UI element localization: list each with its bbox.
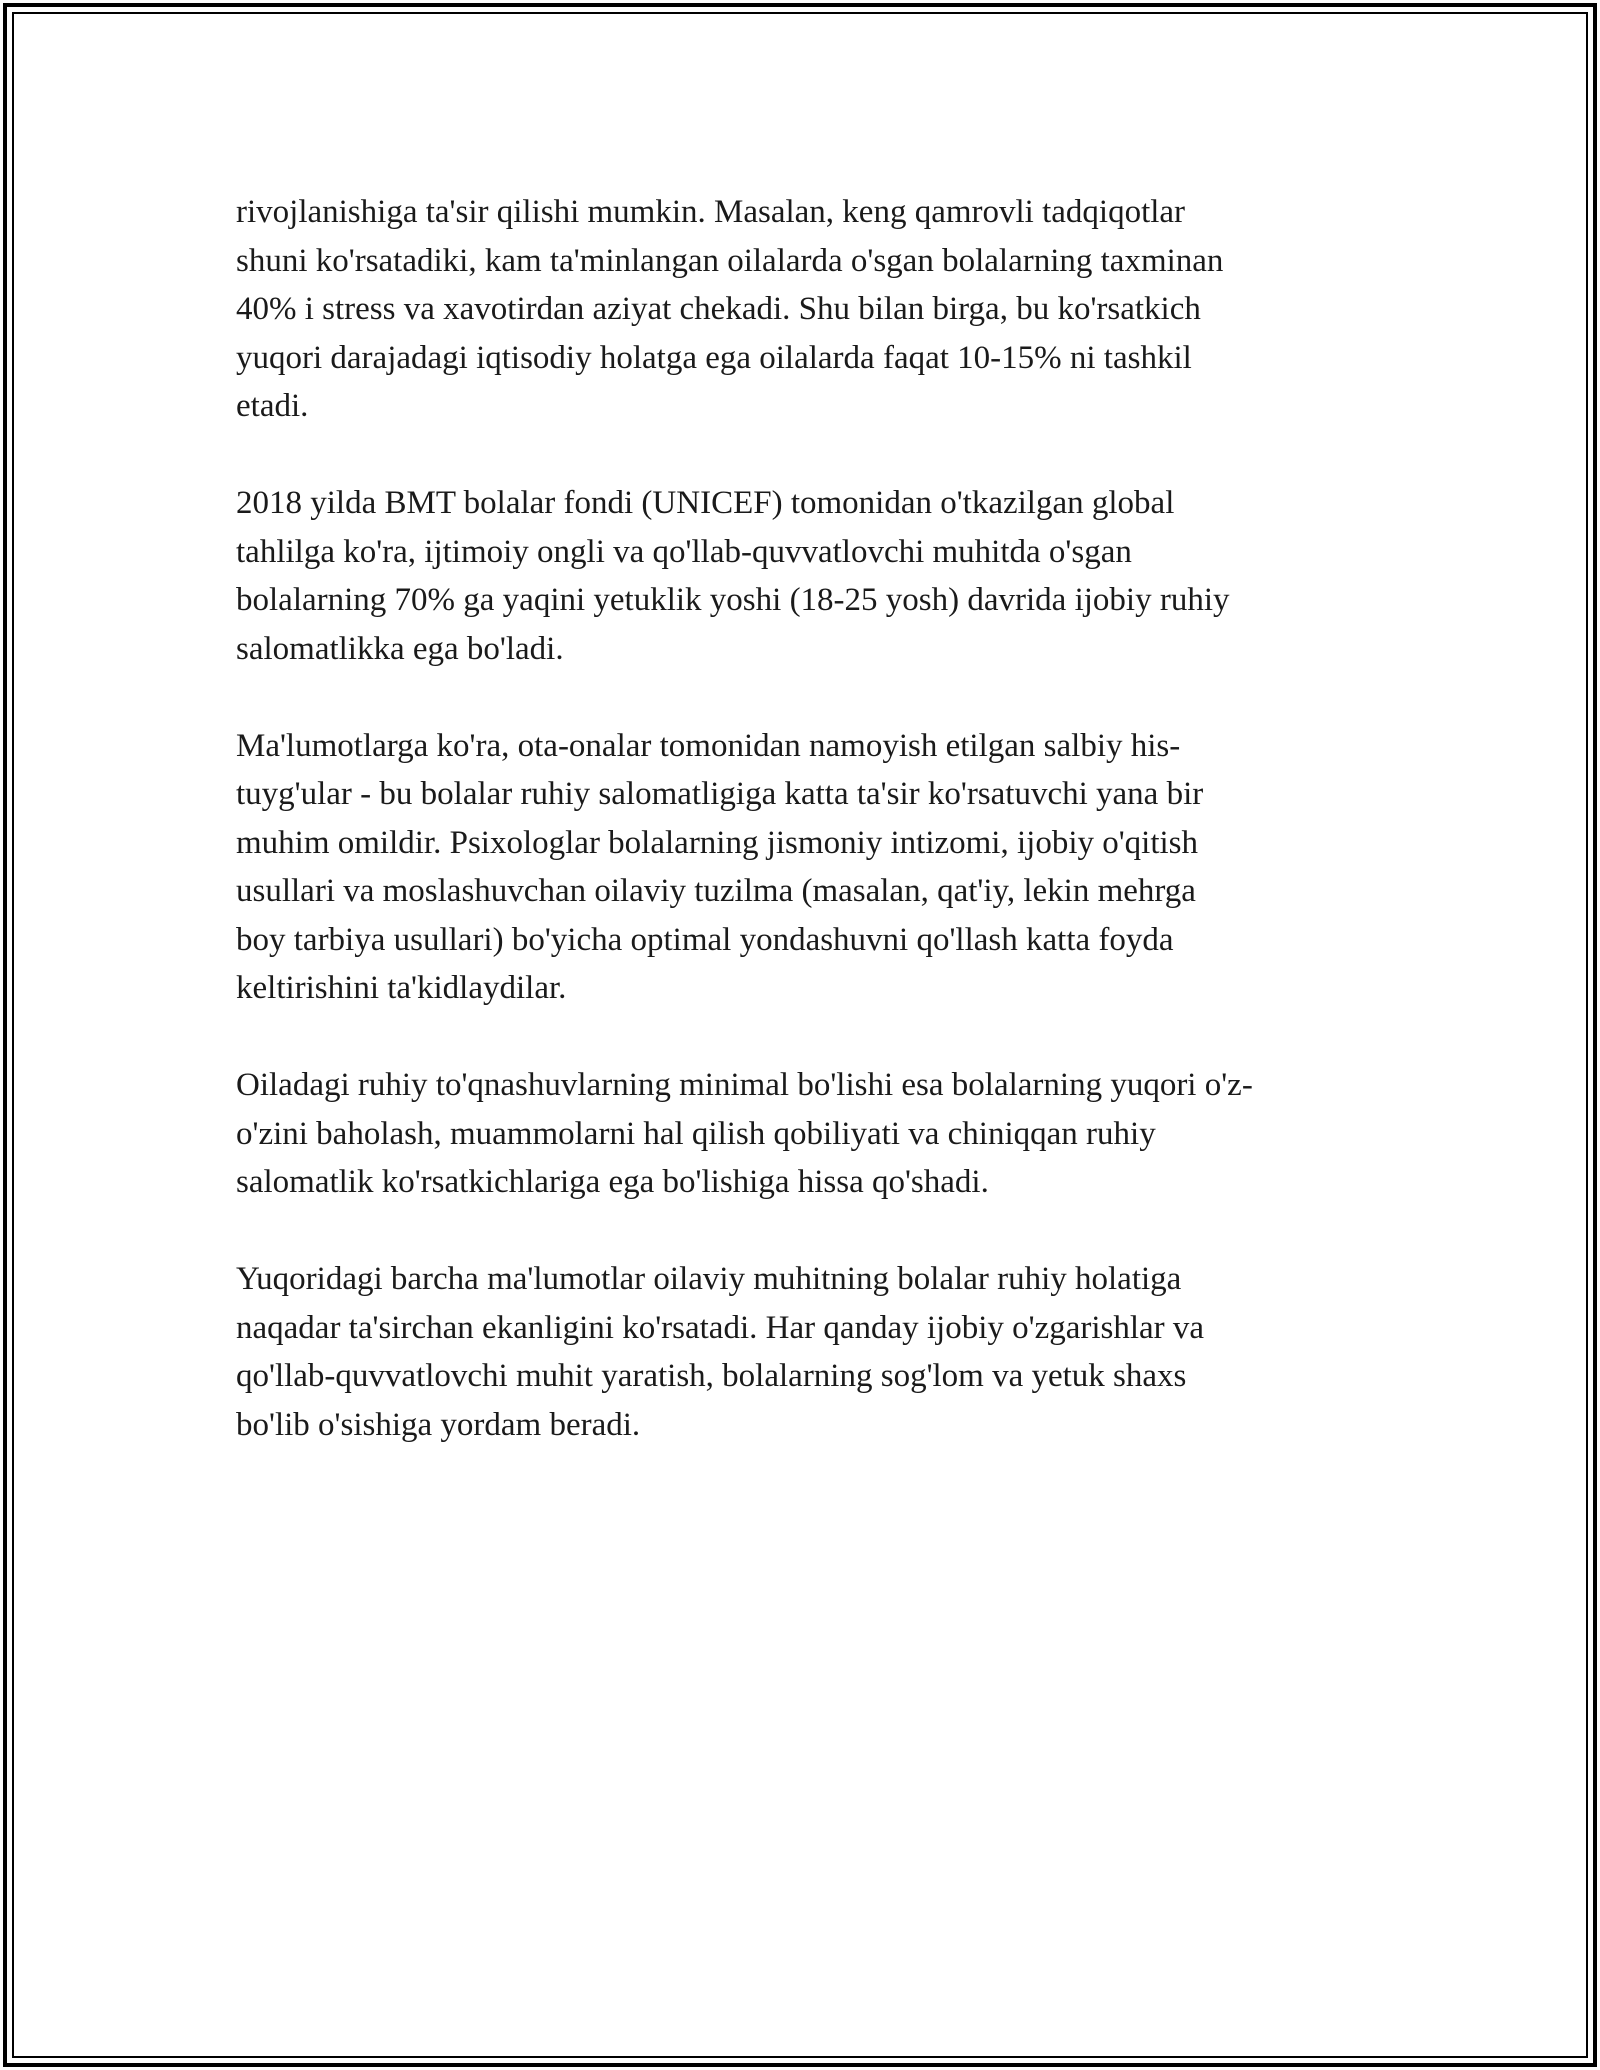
text-line: yuqori darajadagi iqtisodiy holatga ega oilalarda faqat 10-15% ni tashkil: [236, 339, 1192, 376]
text-line: tahlilga ko'ra, ijtimoiy ongli va qo'llab-quvvatlovchi muhitda o'sgan: [236, 533, 1132, 570]
text-line: naqadar ta'sirchan ekanligini ko'rsatadi. Har qanday ijobiy o'zgarishlar va: [236, 1309, 1205, 1346]
text-line: shuni ko'rsatadiki, kam ta'minlangan oilalarda o'sgan bolalarning taxminan: [236, 242, 1224, 279]
text-line: rivojlanishiga ta'sir qilishi mumkin. Masalan, keng qamrovli tadqiqotlar: [236, 194, 1186, 230]
text-line: bolalarning 70% ga yaqini yetuklik yoshi (18-25 yosh) davrida ijobiy ruhiy: [236, 582, 1230, 618]
text-line: o'zini baholash, muammolarni hal qilish qobiliyati va chiniqqan ruhiy: [236, 1115, 1156, 1152]
text-line: keltirishini ta'kidlaydilar.: [236, 970, 567, 1006]
paragraph-3: [236, 722, 1386, 1013]
paragraph-2: [236, 479, 1386, 673]
text-line: Oiladagi ruhiy to'qnashuvlarning minimal bo'lishi esa bolalarning yuqori o'z-: [236, 1067, 1253, 1103]
text-line: 40% i stress va xavotirdan aziyat chekadi. Shu bilan birga, bu ko'rsatkich: [236, 291, 1201, 327]
text-line: usullari va moslashuvchan oilaviy tuzilma (masalan, qat'iy, lekin mehrga: [236, 873, 1196, 909]
paragraph-1: [236, 188, 1386, 431]
document-body: [236, 188, 1386, 1498]
text-line: bo'lib o'sishiga yordam beradi.: [236, 1406, 641, 1443]
text-line: 2018 yilda BMT bolalar fondi (UNICEF) tomonidan o'tkazilgan global: [236, 485, 1175, 521]
text-line: Ma'lumotlarga ko'ra, ota-onalar tomonidan namoyish etilgan salbiy his-: [236, 727, 1181, 764]
paragraph-4: [236, 1061, 1386, 1207]
text-line: salomatlikka ega bo'ladi.: [236, 630, 564, 667]
text-line: muhim omildir. Psixologlar bolalarning jismoniy intizomi, ijobiy o'qitish: [236, 824, 1199, 861]
paragraph-5: [236, 1255, 1386, 1449]
text-line: salomatlik ko'rsatkichlariga ega bo'lishiga hissa qo'shadi.: [236, 1164, 989, 1200]
text-line: qo'llab-quvvatlovchi muhit yaratish, bolalarning sog'lom va yetuk shaxs: [236, 1358, 1187, 1394]
text-line: Yuqoridagi barcha ma'lumotlar oilaviy muhitning bolalar ruhiy holatiga: [236, 1261, 1182, 1297]
text-line: boy tarbiya usullari) bo'yicha optimal yondashuvni qo'llash katta foyda: [236, 921, 1174, 958]
text-line: etadi.: [236, 388, 309, 424]
text-line: tuyg'ular - bu bolalar ruhiy salomatligiga katta ta'sir ko'rsatuvchi yana bir: [236, 776, 1204, 812]
